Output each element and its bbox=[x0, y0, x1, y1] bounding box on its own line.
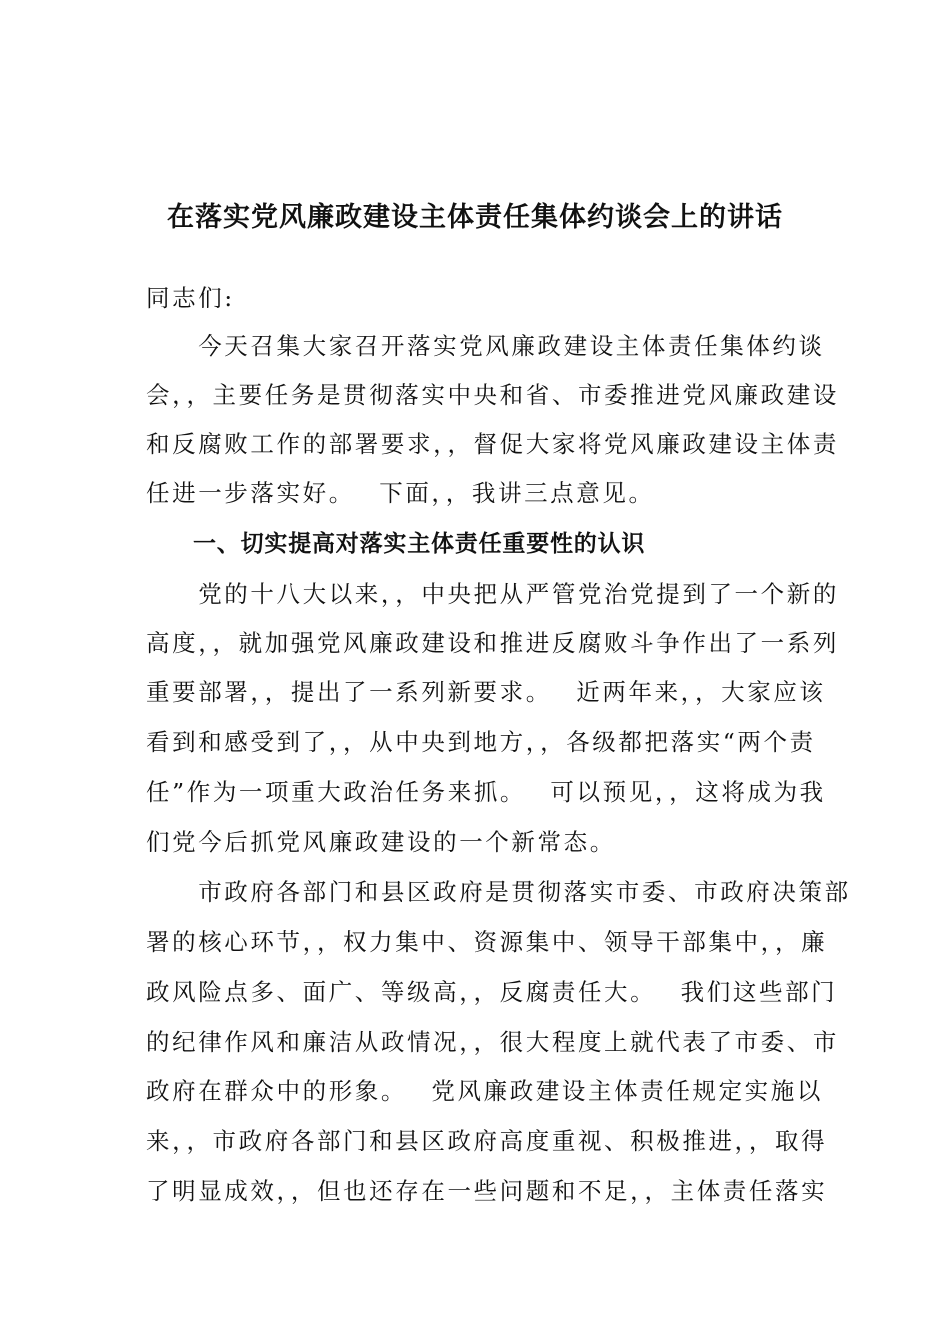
paragraph-line: 重要部署，，提出了一系列新要求。 近两年来，，大家应该 bbox=[146, 678, 826, 706]
paragraph-line: 高度，，就加强党风廉政建设和推进反腐败斗争作出了一系列 bbox=[146, 629, 839, 657]
paragraph-line: 任进一步落实好。 下面，，我讲三点意见。 bbox=[146, 479, 655, 507]
salutation: 同志们: bbox=[146, 284, 235, 312]
paragraph-line: 政风险点多、面广、等级高，，反腐责任大。 我们这些部门 bbox=[146, 978, 838, 1006]
paragraph-line: 了明显成效，，但也还存在一些问题和不足，，主体责任落实 bbox=[146, 1177, 828, 1205]
paragraph-line: 会，，主要任务是贯彻落实中央和省、市委推进党风廉政建设 bbox=[146, 381, 839, 409]
paragraph-line: 党的十八大以来，，中央把从严管党治党提到了一个新的 bbox=[146, 580, 839, 608]
paragraph-line: 的纪律作风和廉洁从政情况，，很大程度上就代表了市委、市 bbox=[146, 1028, 839, 1056]
paragraph-line: 今天召集大家召开落实党风廉政建设主体责任集体约谈 bbox=[146, 332, 825, 360]
page-title: 在落实党风廉政建设主体责任集体约谈会上的讲话 bbox=[167, 202, 783, 233]
paragraph-line: 和反腐败工作的部署要求，，督促大家将党风廉政建设主体责 bbox=[146, 430, 839, 458]
section-heading: 一、切实提高对落实主体责任重要性的认识 bbox=[193, 531, 646, 557]
paragraph-line: 任”作为一项重大政治任务来抓。 可以预见，，这将成为我 bbox=[146, 778, 826, 806]
paragraph-line: 来，，市政府各部门和县区政府高度重视、积极推进，，取得 bbox=[146, 1127, 828, 1155]
paragraph-line: 政府在群众中的形象。 党风廉政建设主体责任规定实施以 bbox=[146, 1077, 823, 1105]
paragraph-line: 们党今后抓党风廉政建设的一个新常态。 bbox=[146, 828, 616, 856]
paragraph-line: 看到和感受到了，，从中央到地方，，各级都把落实“两个责 bbox=[146, 728, 816, 756]
paragraph-line: 市政府各部门和县区政府是贯彻落实市委、市政府决策部 bbox=[146, 878, 851, 906]
paragraph-line: 署的核心环节，，权力集中、资源集中、领导干部集中，，廉 bbox=[146, 928, 828, 956]
